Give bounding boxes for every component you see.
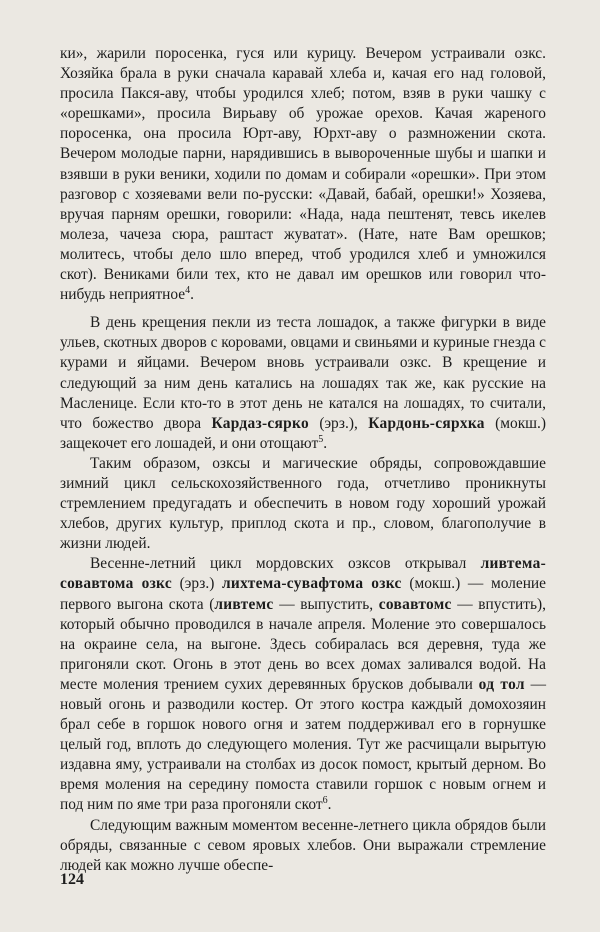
paragraph-2: В день крещения пекли из теста лошадок, а также фигурки в виде ульев, скотных дворов с коровами, овцами и свиньями и куриные гнезда с курами и яйцами. Вечером вновь устраивали озкс. В крещение и следующий за ним день катались на лошадях так же, как русские на Масленице. Если кто-то в этот день не катался на лошадях, то считали, что божество двора Кардаз-сярко (эрз.), Кардонь-сярхка (мокш.) защекочет его лошадей, и они отощают$^5$. <box>60 314 547 452</box>
term-livtems: ливтемс <box>214 595 274 613</box>
paragraph-1: ки», жарили поросенка, гуся или курицу. Вечером устраивали озкс. Хозяйка брала в руки сначала каравай хлеба и, качая его над головой, просила Пакся-аву, чтобы уродился хлеб; потом, взяв в руки чашку с «орешками», просила Вирьаву об урожае орехов. Качая жареного поросенка, она просила Юрт-аву, Юрхт-аву о размножении скота. Вечером молодые парни, нарядившись в вывороченные шубы и шапки и взявши в руки веники, ходили по домам и собирали «орешки». При этом разговор с хозяевами вели по-русски: «Давай, бабай, орешки!» Хозяева, вручая парням орешки, говорили: «Нада, нада пештенят, тевсь икелев молеза, чачеза сюра, раштаст жуватат». (Нате, нате Вам орешков; молитесь, чтобы дело шло вперед, чтоб уродился хлеб и умножился скот). Вениками били тех, кто не давал им орешков или говорил что-нибудь неприятное$^4$. <box>60 45 546 304</box>
paragraph-5: Следующим важным моментом весенне-летнего цикла обрядов были обряды, связанные с севом яровых хлебов. Они выражали стремление людей как можно лучше обеспе- <box>60 816 546 874</box>
term-kardaz-syarko: Кардаз-сярко <box>211 414 309 432</box>
term-kardon-syarhka: Кардонь-сярхка <box>368 414 485 432</box>
term-livtema-sovavtoma-ozks: ливтема-совавтома озкс <box>60 555 546 593</box>
paragraph-4: Весенне-летний цикл мордовских озксов открывал ливтема-совавтома озкс (эрз.) лихтема-сувафтома озкс (мокш.) — моление первого выгона скота (ливтемс — выпустить, совавтомс — впустить), который обычно проводился в начале апреля. Моление это совершалось на окраине села, на выгоне. Здесь собиралась вся деревня, туда же пригоняли скот. Огонь в этот день во всех домах заливался водой. На месте моления трением сухих деревянных брусков добывали од тол — новый огонь и разводили костер. От этого костра каждый домохозяин брал себе в горшок нового огня и затем поддерживал его в горнушке целый год, вплоть до следующего моления. Тут же расчищали вырытую издавна яму, устраивали на столбах из досок помост, крытый дерном. Во время моления на середину помоста ставили горшок с новым огнем и под ним по яме три раза прогоняли скот$^6$. <box>60 555 547 814</box>
footnote-ref-4: 4 <box>185 285 191 296</box>
paragraph-3: Таким образом, озксы и магические обряды, сопровождавшие зимний цикл сельскохозяйственного года, отчетливо проникнуты стремлением предугадать и обеспечить в новом году хороший урожай хлебов, других культур, приплод скота и пр., словом, благополучие в жизни людей. <box>60 454 546 553</box>
page-number: 124 <box>60 871 84 888</box>
term-sovavtoms: совавтомс <box>378 595 452 613</box>
term-od-tol: од тол <box>478 675 525 693</box>
footnote-ref-5: 5 <box>318 433 324 445</box>
term-lihtema-suvaftoma-ozks: лихтема-сувафтома озкс <box>222 575 402 593</box>
footnote-ref-6: 6 <box>322 795 328 807</box>
body-text <box>60 44 546 876</box>
